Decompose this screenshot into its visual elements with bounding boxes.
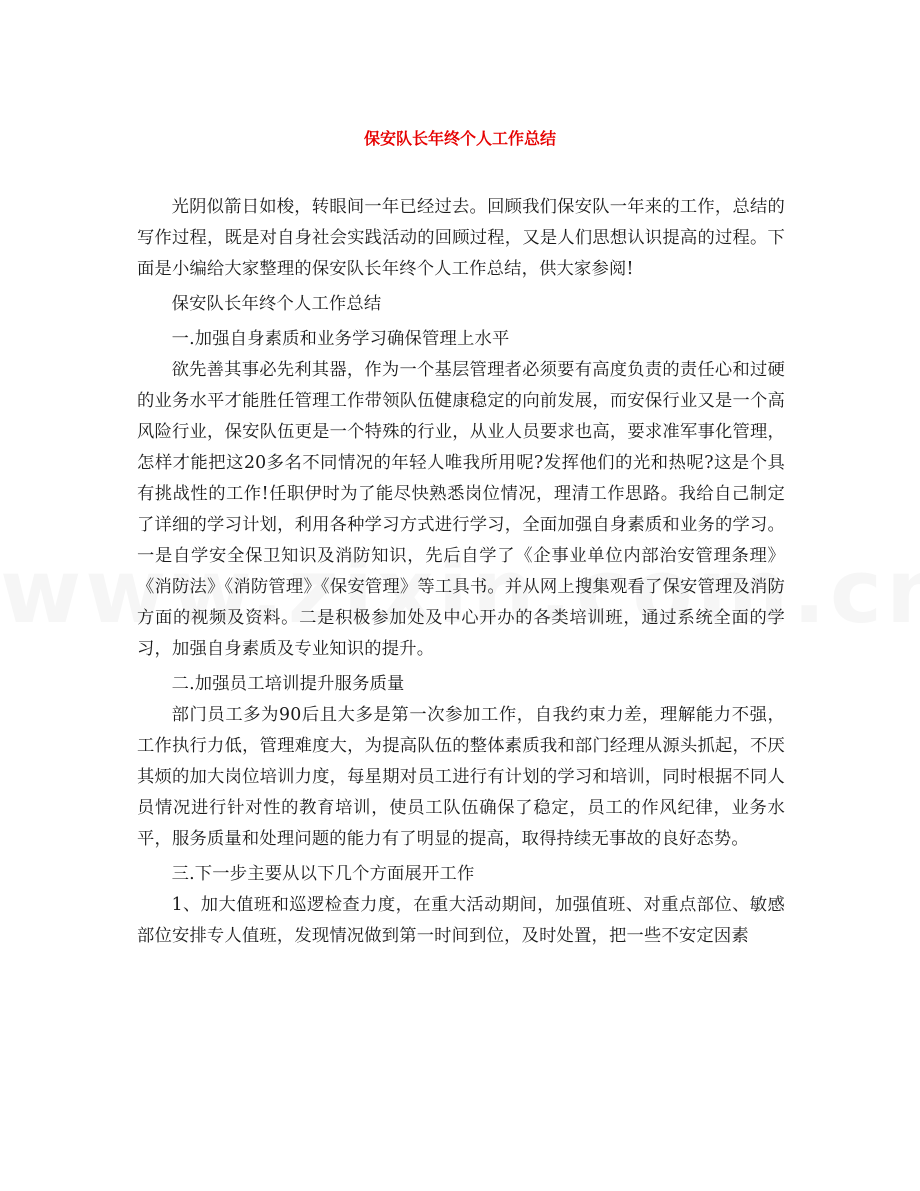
intro-paragraph: 光阴似箭日如梭，转眼间一年已经过去。回顾我们保安队一年来的工作，总结的写作过程，既是对自身社会实践活动的回顾过程，又是人们思想认识提高的过程。下面是小编给大家整理的保安队长年终个人工作总结，供大家参阅! — [137, 197, 785, 279]
section-1-paragraph: 欲先善其事必先利其器，作为一个基层管理者必须要有高度负责的责任心和过硬的业务水平才能胜任管理工作带领队伍健康稳定的向前发展，而安保行业又是一个高风险行业，保安队伍更是一个特殊的行业，从业人员要求也高，要求准军事化管理，怎样才能把这20多名不同情况的年轻人唯我所用呢?发挥他们的光和热呢?这是个具有挑战性的工作!任职伊时为了能尽快熟悉岗位情况，理清工作思路。我给自己制定了详细的学习计划，利用各种学习方式进行学习，全面加强自身素质和业务的学习。一是自学安全保卫知识及消防知识，先后自学了《企事业单位内部治安管理条理》《消防法》《消防管理》《保安管理》等工具书。并从网上搜集观看了保安管理及消防方面的视频及资料。二是积极参加处及中心开办的各类培训班，通过系统全面的学习，加强自身素质及专业知识的提升。 — [137, 360, 785, 659]
section-heading-2: 二.加强员工培训提升服务质量 — [171, 674, 405, 694]
section-3-paragraph: 1、加大值班和巡逻检查力度，在重大活动期间，加强值班、对重点部位、敏感部位安排专人值班，发现情况做到第一时间到位，及时处置，把一些不安定因素 — [137, 895, 785, 946]
section-heading-3: 三.下一步主要从以下几个方面展开工作 — [171, 864, 475, 884]
document-body — [137, 192, 785, 952]
document-title: 保安队长年终个人工作总结 — [363, 129, 556, 148]
section-heading-title: 保安队长年终个人工作总结 — [171, 294, 382, 314]
section-heading-1: 一.加强自身素质和业务学习确保管理上水平 — [171, 329, 510, 349]
section-2-paragraph: 部门员工多为90后且大多是第一次参加工作，自我约束力差，理解能力不强，工作执行力低，管理难度大，为提高队伍的整体素质我和部门经理从源头抓起，不厌其烦的加大岗位培训力度，每星期对员工进行有计划的学习和培训，同时根据不同人员情况进行针对性的教育培训，使员工队伍确保了稳定，员工的作风纪律，业务水平，服务质量和处理问题的能力有了明显的提高，取得持续无事故的良好态势。 — [137, 705, 785, 849]
